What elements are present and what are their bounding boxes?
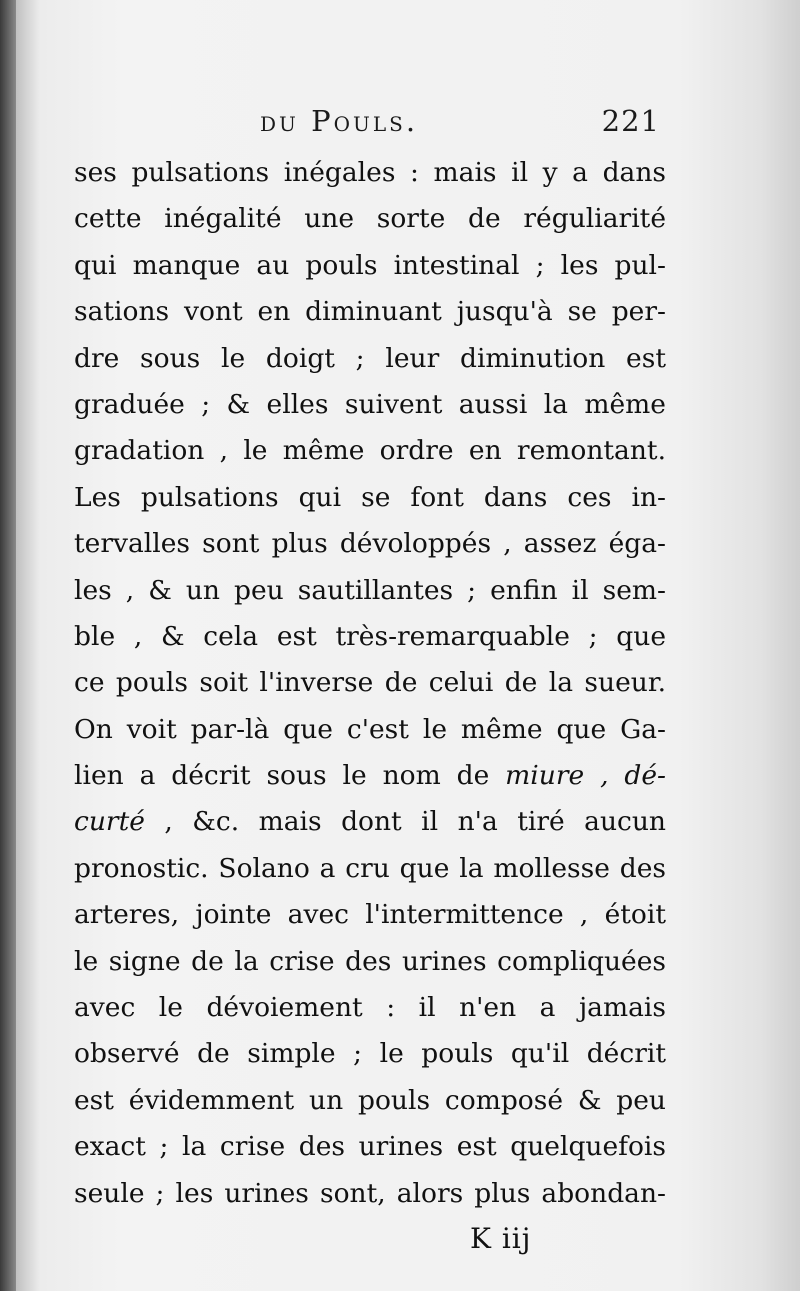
text-line: les , & un peu sautillantes ; enfin il sem-: [74, 574, 666, 606]
text-line: sations vont en diminuant jusqu'à se per-: [74, 296, 666, 328]
text-line: Les pulsations qui se font dans ces in-: [74, 481, 666, 513]
italic-term-end: curté: [74, 806, 145, 838]
text-line-rest: , &c. mais dont il n'a tiré aucun: [144, 806, 666, 838]
text-line: graduée ; & elles suivent aussi la même: [74, 388, 666, 420]
text-line: arteres, jointe avec l'intermittence , étoit: [74, 899, 666, 931]
text-line: qui manque au pouls intestinal ; les pul-: [74, 249, 666, 281]
body-text: [74, 150, 666, 1217]
running-head-title: du Pouls.: [260, 104, 419, 138]
italic-term: miure , dé-: [505, 760, 666, 792]
text-line: avec le dévoiement : il n'en a jamais: [74, 992, 666, 1024]
text-line-with-italic: [74, 753, 666, 799]
text-line-start: lien a décrit sous le nom de: [74, 760, 506, 792]
text-line: seule ; les urines sont, alors plus abondan-: [74, 1177, 666, 1209]
signature-mark: K iij: [470, 1222, 532, 1255]
text-line: le signe de la crise des urines compliquées: [74, 945, 666, 977]
text-line: gradation , le même ordre en remontant.: [74, 435, 666, 467]
running-head: [260, 104, 660, 144]
text-line: On voit par-là que c'est le même que Ga-: [74, 713, 666, 745]
text-line: est évidemment un pouls composé & peu: [74, 1084, 666, 1116]
page-gutter: [0, 0, 16, 1291]
text-line: cette inégalité une sorte de réguliarité: [74, 203, 666, 235]
text-line: ses pulsations inégales : mais il y a dans: [74, 157, 666, 188]
text-line: ble , & cela est très-remarquable ; que: [74, 620, 666, 652]
text-line: ce pouls soit l'inverse de celui de la sueur.: [74, 667, 666, 699]
text-line: pronostic. Solano a cru que la mollesse des: [74, 852, 666, 884]
text-line: dre sous le doigt ; leur diminution est: [74, 342, 666, 374]
text-line: exact ; la crise des urines est quelquefois: [74, 1131, 666, 1163]
text-line: observé de simple ; le pouls qu'il décrit: [74, 1038, 666, 1070]
text-line: tervalles sont plus dévoloppés , assez éga-: [74, 528, 666, 560]
text-line: [74, 799, 666, 845]
page-number: 221: [601, 104, 660, 138]
